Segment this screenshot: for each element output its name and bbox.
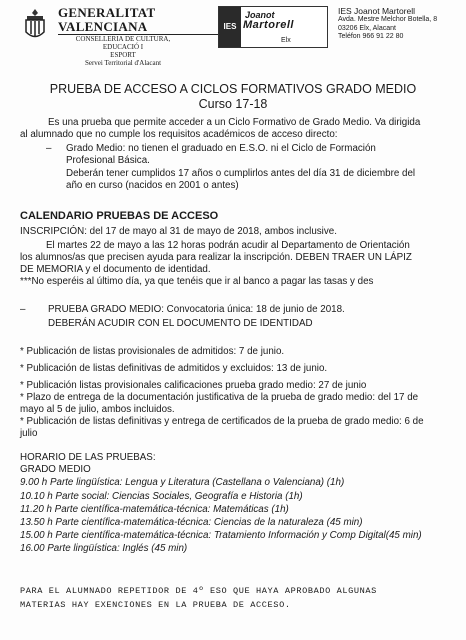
intro-line: al alumnado que no cumple los requisitos académicos de acceso directo: (20, 129, 338, 140)
schedule-subheading: GRADO MEDIO (20, 464, 91, 475)
course-year: Curso 17-18 (198, 97, 268, 111)
conselleria-line: CONSELLERIA DE CULTURA, EDUCACIÓ I (75, 35, 171, 51)
schedule-item: 16.00 Parte lingüística: Inglés (45 min) (20, 543, 188, 554)
calendar-heading: CALENDARIO PRUEBAS DE ACCESO (20, 210, 219, 222)
date-item: mayo al 5 de julio, ambos incluidos. (20, 404, 175, 415)
requirement-line: Deberán tener cumplidos 17 años o cumplirlos antes del día 31 de diciembre del (66, 168, 416, 179)
calendar-note: ***No esperéis al último día, ya que tenéis que ir al banco a pagar las tasas y des (20, 276, 374, 287)
generalitat-crest-icon (22, 8, 48, 42)
ies-logo-mark: IES (219, 7, 241, 47)
intro-line: Es una prueba que permite acceder a un Ciclo Formativo de Grado Medio. Va dirigida (48, 117, 421, 128)
requirement-line: Grado Medio: no tienen el graduado en E.S.O. ni el Ciclo de Formación (66, 143, 376, 154)
footer-note: PARA EL ALUMNADO REPETIDOR DE 4º ESO QUE HAYA APROBADO ALGUNAS (20, 586, 377, 596)
ies-logo-city: Elx (281, 37, 291, 44)
date-item: * Publicación listas provisionales calificaciones prueba grado medio: 27 de junio (20, 380, 367, 391)
schedule-item: 9.00 h Parte lingüística: Lengua y Literatura (Castellana o Valenciana) (1h) (20, 477, 345, 488)
schedule-heading: HORARIO DE LAS PRUEBAS: (20, 452, 156, 463)
date-item: * Publicación de listas definitivas y entrega de certificados de la prueba de grado medio: 6 de (20, 416, 424, 427)
schedule-item: 11.20 h Parte científica-matemática-técnica: Matemáticas (1h) (20, 504, 289, 515)
school-name: IES Joanot Martorell (338, 6, 416, 16)
servei-territorial: Servei Territorial d'Alacant (84, 59, 162, 67)
bullet-dash: – (46, 143, 52, 154)
date-item: * Plazo de entrega de la documentación justificativa de la prueba de grado medio: del 17 de (20, 392, 419, 403)
schedule-item: 10.10 h Parte social: Ciencias Sociales, Geografía e Historia (1h) (20, 491, 303, 502)
address-line: Avda. Mestre Melchor Botella, 8 (338, 16, 438, 23)
id-requirement: DEBERÁN ACUDIR CON EL DOCUMENTO DE IDENTIDAD (48, 318, 313, 329)
calendar-line: El martes 22 de mayo a las 12 horas podrán acudir al Departamento de Orientación (46, 240, 410, 251)
exam-date: PRUEBA GRADO MEDIO: Convocatoria única: 18 de junio de 2018. (48, 304, 345, 315)
generalitat-header (58, 6, 228, 67)
ies-logo-name-1: Joanot (245, 10, 275, 20)
bullet-dash: – (20, 304, 26, 315)
requirement-line: año en curso (nacidos en 2001 o antes) (66, 180, 239, 191)
footer-note: MATERIAS HAY EXENCIONES EN LA PRUEBA DE ACCESO. (20, 600, 291, 610)
calendar-line: los alumnos/as que precisen ayuda para realizar la inscripción. DEBEN TRAER UN LÁPIZ (20, 252, 412, 263)
requirement-line: Profesional Básica. (66, 155, 150, 166)
conselleria-line-2: ESPORT (110, 51, 136, 59)
generalitat-title: GENERALITAT VALENCIANA (58, 6, 228, 35)
ies-logo-name-2: Martorell (243, 19, 294, 31)
schedule-item: 13.50 h Parte científica-matemática-técnica: Ciencias de la naturaleza (45 min) (20, 517, 363, 528)
date-item: * Publicación de listas provisionales de admitidos: 7 de junio. (20, 346, 285, 357)
schedule-item: 15.00 h Parte científica-matemática-técnica: Tratamiento Información y Comp Digital(45 min) (20, 530, 422, 541)
date-item: * Publicación de listas definitivas de admitidos y excluidos: 13 de junio. (20, 363, 328, 374)
school-address (338, 6, 464, 42)
address-line: 03206 Elx, Alacant (338, 24, 396, 32)
ies-logo (218, 6, 328, 48)
document-title: PRUEBA DE ACCESO A CICLOS FORMATIVOS GRADO MEDIO (49, 82, 417, 96)
registration-line: INSCRIPCIÓN: del 17 de mayo al 31 de mayo de 2018, ambos inclusive. (20, 226, 337, 237)
date-item: julio (20, 428, 38, 439)
phone-line: Teléfon 966 91 22 80 (338, 33, 404, 40)
calendar-line: DE MEMORIA y el documento de identidad. (20, 264, 211, 275)
